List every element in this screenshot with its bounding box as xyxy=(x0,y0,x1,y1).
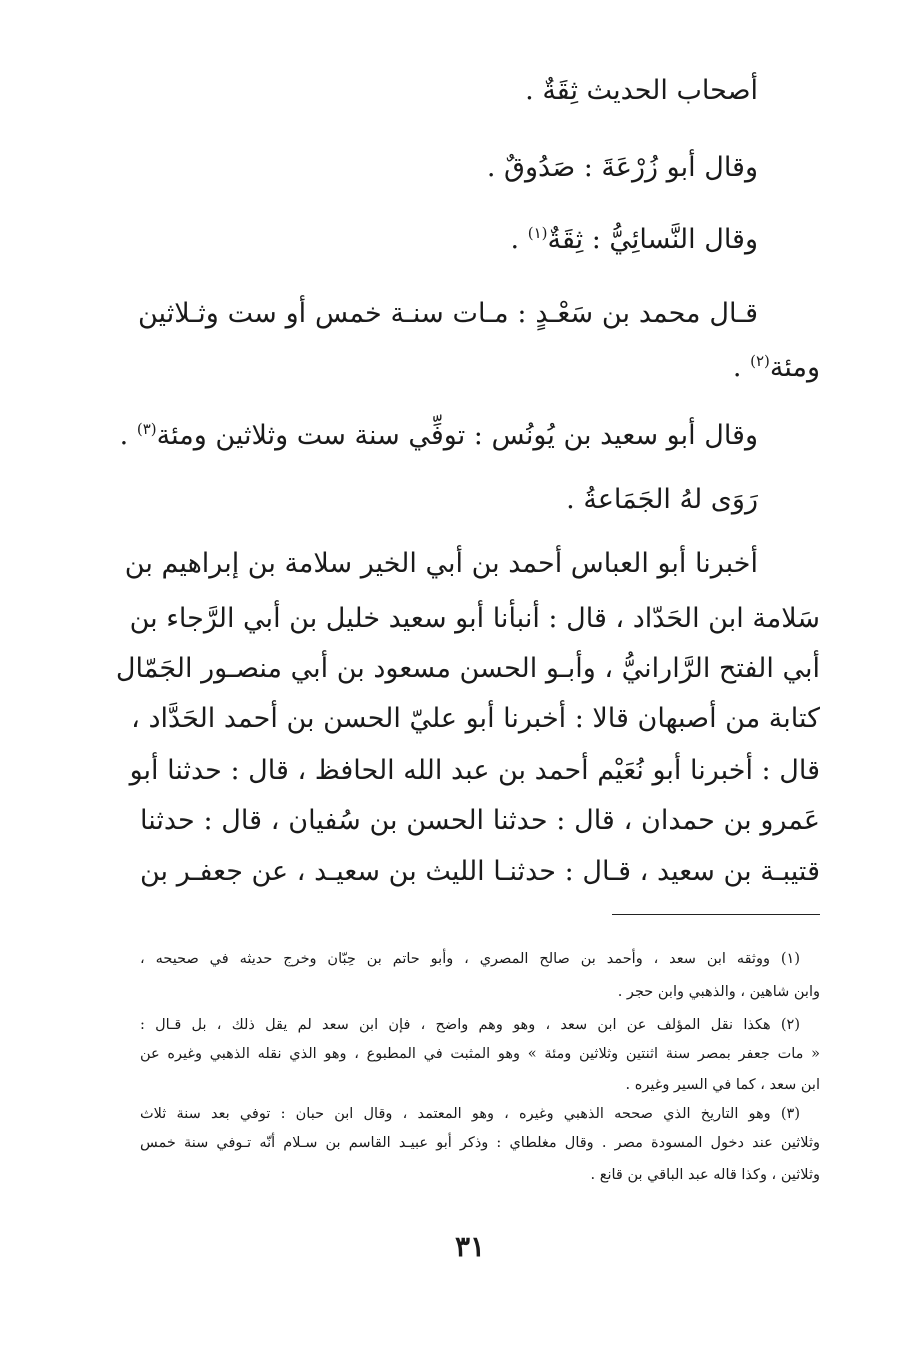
footnote-line: ابن سعد ، كما في السير وغيره . xyxy=(625,1077,820,1093)
text-line: أخبرنا أبو العباس أحمد بن أبي الخير سلامة بن إبراهيم بن xyxy=(124,548,758,579)
text-line: قتيبـة بن سعيد ، قـال : حدثنـا الليث بن سعيـد ، عن جعفـر بن xyxy=(140,856,820,887)
text-line: كتابة من أصبهان قالا : أخبرنا أبو عليّ الحسن بن أحمد الحَدَّاد ، xyxy=(131,703,820,734)
text-line: عَمرو بن حمدان ، قال : حدثنا الحسن بن سُفيان ، قال : حدثنا xyxy=(140,805,820,836)
footnote-ref: (٣) xyxy=(136,420,157,438)
footnote-line: وابن شاهين ، والذهبي وابن حجر . xyxy=(617,984,820,1000)
text-line: ومئة$^{(٢)}$ . xyxy=(732,352,820,383)
footnote-line: « مات جعفر بمصر سنة اثنتين وثلاثين ومئة » وهو المثبت في المطبوع ، وهو الذي نقله الذهبي وغيره عن xyxy=(140,1046,820,1062)
text-line: أصحاب الحديث ثِقَةٌ . xyxy=(525,75,758,106)
text-line: وقال أبو سعيد بن يُونُس : توفِّي سنة ست وثلاثين ومئة$^{(٣)}$ . xyxy=(119,420,758,451)
footnote-ref: (١) xyxy=(527,224,548,242)
footnote-line: (١) ووثقه ابن سعد ، وأحمد بن صالح المصري ، وأبو حاتم بن حِبّان وخرج حديثه في صحيحه ، xyxy=(140,951,800,967)
text-line: وقال النَّسائِيُّ : ثِقَةٌ$^{(١)}$ . xyxy=(510,224,758,255)
footnote-line: (٣) وهو التاريخ الذي صححه الذهبي وغيره ، وهو المعتمد ، وقال ابن حبان : توفي بعد سنة ثلاث xyxy=(140,1106,800,1122)
footnote-divider xyxy=(612,914,820,915)
text-line: أبي الفتح الرَّارانيُّ ، وأبـو الحسن مسعود بن أبي منصـور الجَمّال xyxy=(115,653,820,684)
text-line: وقال أبو زُرْعَةَ : صَدُوقٌ . xyxy=(486,152,758,183)
text-line: قال : أخبرنا أبو نُعَيْم أحمد بن عبد الله الحافظ ، قال : حدثنا أبو xyxy=(129,755,820,786)
footnote-line: وثلاثين عند دخول المسودة مصر . وقال مغلطاي : وذكر أبو عبيـد القاسم بن سـلام أنّه تـوفي سنة خمس xyxy=(140,1135,820,1151)
page-number: ٣١ xyxy=(454,1230,486,1263)
footnote-line: (٢) هكذا نقل المؤلف عن ابن سعد ، وهو وهم واضح ، فإن ابن سعد لم يقل ذلك ، بل قـال : xyxy=(140,1017,800,1033)
text-line: رَوَى لهُ الجَمَاعةُ . xyxy=(566,484,758,515)
text-line: قـال محمد بن سَعْـدٍ : مـات سنـة خمس أو ست وثـلاثين xyxy=(138,298,758,329)
footnote-line: وثلاثين ، وكذا قاله عبد الباقي بن قانع . xyxy=(590,1167,820,1183)
footnote-ref: (٢) xyxy=(750,352,770,370)
text-line: سَلامة ابن الحَدّاد ، قال : أنبأنا أبو سعيد خليل بن أبي الرَّجاء بن xyxy=(129,603,820,634)
